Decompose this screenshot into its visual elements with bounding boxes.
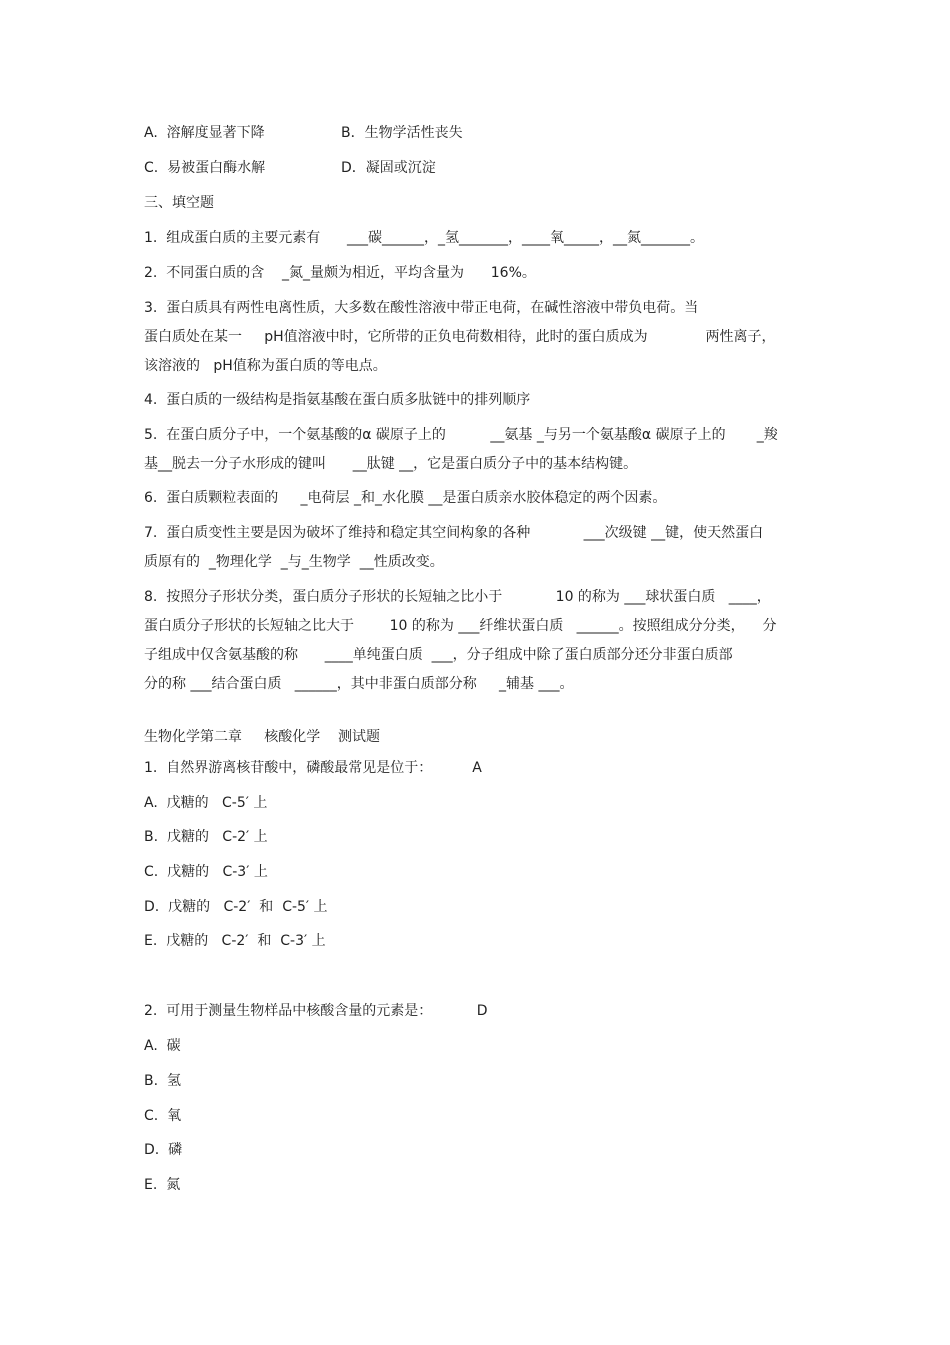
text-line-f2: 2. 不同蛋白质的含 _氮_量颇为相近，平均含量为 16%。 (144, 265, 536, 281)
text-line-n1: 1. 自然界游离核苷酸中，磷酸最常见是位于： A (144, 760, 482, 776)
text-line-q-d: D．凝固或沉淀 (341, 160, 436, 176)
text-line-n2c: C. 氧 (144, 1108, 182, 1124)
text-line-f7b: 质原有的 _物理化学 _与_生物学 __性质改变。 (144, 554, 444, 570)
text-line-f8a: 8. 按照分子形状分类，蛋白质分子形状的长短轴之比小于 10 的称为 ___球状蛋白质 ____， (144, 589, 771, 605)
text-line-q-b: B．生物学活性丧失 (341, 125, 463, 141)
text-line-f5b: 基__脱去一分子水形成的键叫 __肽键 __，它是蛋白质分子中的基本结构键。 (144, 456, 638, 472)
text-line-f3b: 蛋白质处在某一 pH值溶液中时，它所带的正负电荷数相待，此时的蛋白质成为 两性离子， (144, 329, 776, 345)
text-line-f4: 4. 蛋白质的一级结构是指氨基酸在蛋白质多肽链中的排列顺序 (144, 392, 531, 408)
text-line-n2d: D. 磷 (144, 1142, 183, 1158)
text-line-n2b: B. 氢 (144, 1073, 181, 1089)
text-line-f8c: 子组成中仅含氨基酸的称 ____单纯蛋白质 ___，分子组成中除了蛋白质部分还分非蛋白质部 (144, 647, 733, 663)
text-line-f3c: 该溶液的 pH值称为蛋白质的等电点。 (144, 358, 387, 374)
text-line-n2e: E. 氮 (144, 1177, 181, 1193)
text-line-f5a: 5. 在蛋白质分子中，一个氨基酸的α 碳原子上的 __氨基 _与另一个氨基酸α 碳原子上的 _羧 (144, 427, 778, 443)
text-line-q-c: C. 易被蛋白酶水解 (144, 160, 266, 176)
text-line-n2a: A. 碳 (144, 1038, 181, 1054)
text-line-n1c: C. 戊糖的 C-3′ 上 (144, 864, 268, 880)
text-line-f3a: 3. 蛋白质具有两性电离性质，大多数在酸性溶液中带正电荷，在碱性溶液中带负电荷。当 (144, 300, 699, 316)
text-line-q-a: A. 溶解度显著下降 (144, 125, 265, 141)
text-line-n1d: D. 戊糖的 C-2′ 和 C-5′ 上 (144, 899, 328, 915)
text-line-n2: 2. 可用于测量生物样品中核酸含量的元素是： D (144, 1003, 488, 1019)
text-line-n1b: B. 戊糖的 C-2′ 上 (144, 829, 268, 845)
text-line-n1e: E. 戊糖的 C-2′ 和 C-3′ 上 (144, 933, 326, 949)
text-line-sec3: 三、填空题 (144, 195, 214, 211)
text-line-f1: 1. 组成蛋白质的主要元素有 ___碳______，_氢_______，____氧_____，__氮_______。 (144, 230, 704, 246)
text-line-f6: 6. 蛋白质颗粒表面的 _电荷层 _和_水化膜 __是蛋白质亲水胶体稳定的两个因素。 (144, 490, 667, 506)
text-line-f8b: 蛋白质分子形状的长短轴之比大于 10 的称为 ___纤维状蛋白质 ______。按照组成分分类， 分 (144, 618, 777, 634)
text-line-f8d: 分的称 ___结合蛋白质 ______，其中非蛋白质部分称 _辅基 ___。 (144, 676, 574, 692)
text-line-f7a: 7. 蛋白质变性主要是因为破坏了维持和稳定其空间构象的各种 ___次级键 __键，使天然蛋白 (144, 525, 764, 541)
text-line-ch2: 生物化学第二章 核酸化学 测试题 (144, 729, 381, 745)
text-line-n1a: A. 戊糖的 C-5′ 上 (144, 795, 268, 811)
